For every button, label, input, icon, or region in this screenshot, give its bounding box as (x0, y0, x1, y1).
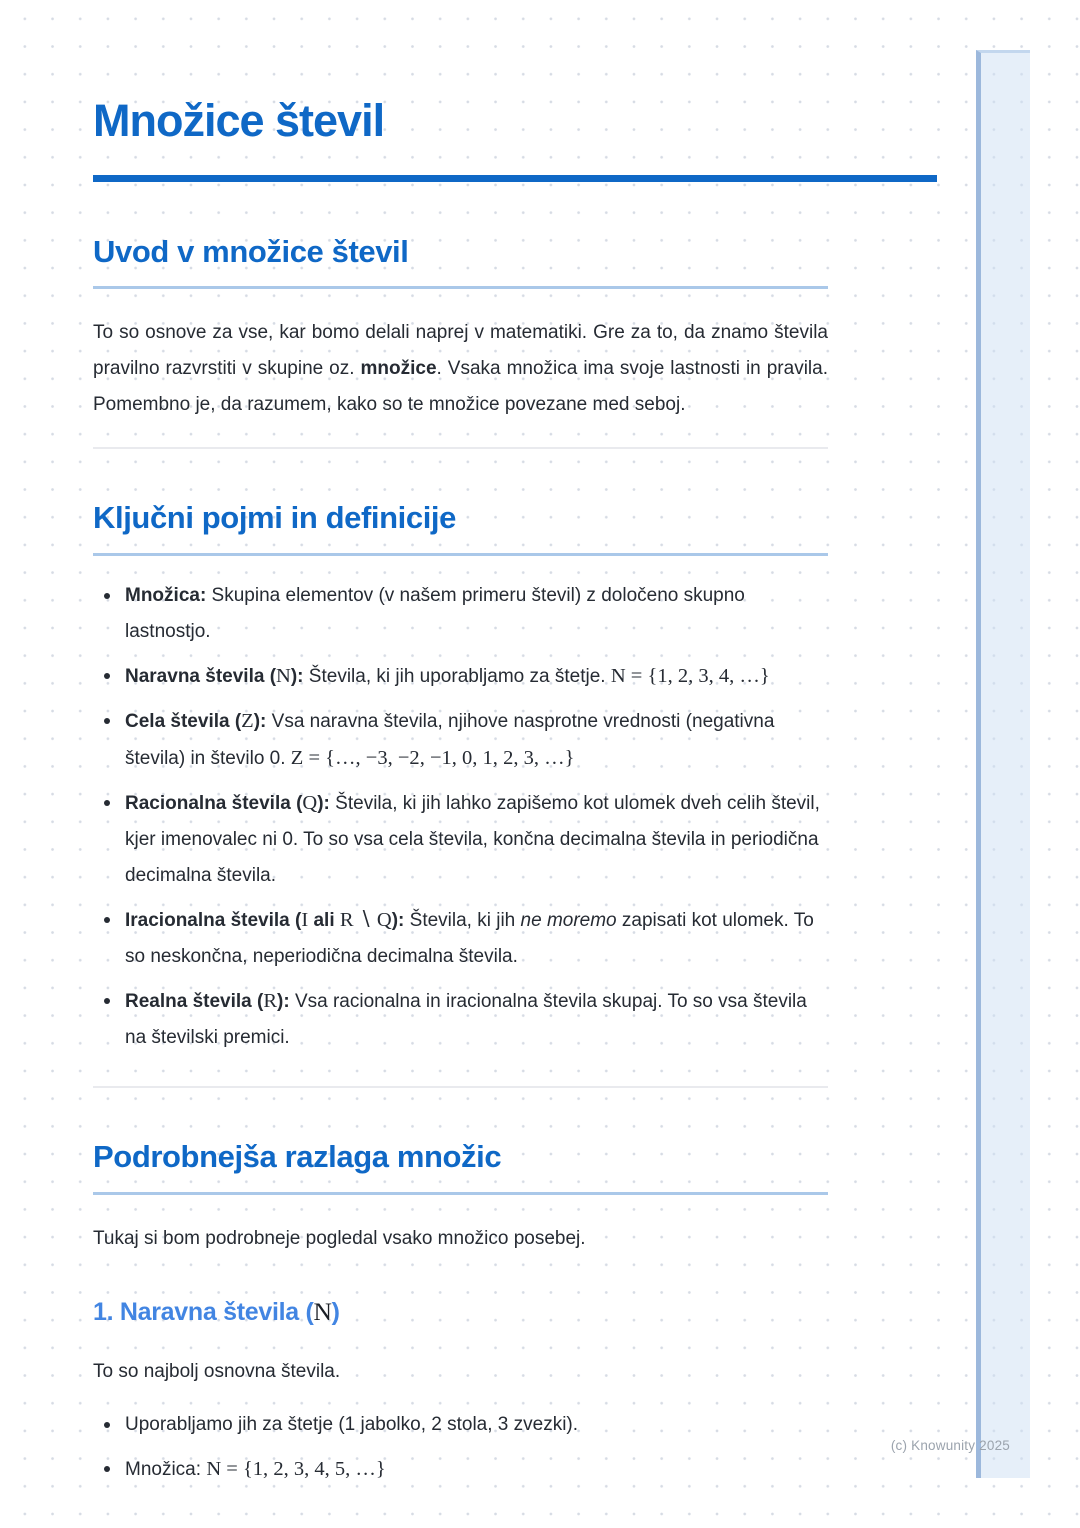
term-desc: Vsa naravna števila, njihove nasprotne vrednosti (negativna števila) in število 0. (125, 711, 775, 770)
list-item-cela (125, 703, 828, 777)
list-item-mnozica-n (125, 1451, 828, 1488)
term-label: ): (277, 991, 290, 1013)
term-label: Cela števila ( (125, 711, 242, 733)
page-margin-accent-bar (976, 50, 1030, 1478)
term-label: ): (253, 711, 267, 733)
section-divider (93, 1086, 828, 1088)
term-label: Naravna števila ( (125, 666, 277, 688)
math-symbol-r-setminus-q: R ∖ Q (339, 909, 392, 932)
math-symbol-z: Z (241, 710, 254, 733)
intro-text-1: To so osnove za vse, kar bomo delali naprej v matematiki. Gre za to, da znamo števila pravilno razvrstiti v skupine oz. (93, 322, 828, 380)
math-formula-n: N = {1, 2, 3, 4, …} (610, 665, 770, 688)
math-symbol-i: I (301, 909, 309, 932)
math-symbol-n: N (276, 665, 291, 688)
subsection-paragraph: To so najbolj osnovna števila. (93, 1361, 341, 1383)
section-podrobnejsa-razlaga (93, 1139, 828, 1488)
details-intro-paragraph: Tukaj si bom podrobneje pogledal vsako množico posebej. (93, 1227, 586, 1249)
list-item-iracionalna (125, 902, 828, 975)
subheading-text: 1. Naravna števila ( (93, 1297, 314, 1326)
term-desc: zapisati kot ulomek. To so neskončna, neperiodična decimalna števila. (125, 910, 814, 968)
term-label: ): (290, 666, 304, 688)
section-kljucni-pojmi (93, 500, 828, 1088)
intro-bold-word: množice (360, 358, 437, 380)
list-item-mnozica (125, 578, 828, 650)
naravna-list (93, 1407, 828, 1488)
section-uvod (93, 234, 828, 450)
section-heading-kljucni-pojmi: Ključni pojmi in definicije (93, 500, 456, 536)
emphasized-text: ne moremo (520, 910, 617, 932)
intro-text-2: . Vsaka množica ima svoje lastnosti in pravila. Pomembno je, da razumem, kako so te množice povezane med seboj. (93, 358, 828, 416)
term-desc: Števila, ki jih (404, 910, 521, 932)
intro-paragraph (93, 315, 828, 423)
item-desc: Množica: (125, 1459, 207, 1481)
copyright-watermark: (c) Knowunity 2025 (890, 1438, 1010, 1453)
section-heading-podrobnejsa: Podrobnejša razlaga množic (93, 1139, 502, 1175)
list-item-racionalna (125, 785, 828, 894)
heading-underline (93, 553, 828, 556)
math-symbol-n: N (313, 1296, 332, 1326)
subsection-heading-naravna (93, 1297, 828, 1328)
section-divider (93, 447, 828, 449)
term-desc: Števila, ki jih uporabljamo za štetje. (303, 666, 611, 688)
math-formula-z: Z = {…, −3, −2, −1, 0, 1, 2, 3, …} (290, 747, 575, 770)
term-label: ): (391, 910, 405, 932)
list-item-naravna (125, 658, 828, 695)
term-label: ): (317, 793, 330, 815)
page-title: Množice števil (93, 95, 385, 146)
term-label: ali (308, 910, 340, 932)
list-item-realna (125, 983, 828, 1056)
heading-underline (93, 286, 828, 289)
title-rule (93, 175, 937, 182)
math-symbol-r: R (263, 990, 278, 1013)
term-label: Iracionalna števila ( (125, 910, 302, 932)
math-formula-n: N = {1, 2, 3, 4, 5, …} (206, 1458, 386, 1481)
section-heading-uvod: Uvod v množice števil (93, 233, 409, 269)
term-label: Realna števila ( (125, 991, 264, 1013)
heading-underline (93, 1192, 828, 1195)
term-label: Množica: (125, 585, 207, 607)
math-symbol-q: Q (302, 792, 318, 815)
term-desc: Skupina elementov (v našem primeru števil) z določeno skupno lastnostjo. (125, 585, 745, 643)
definitions-list (93, 578, 828, 1056)
item-desc: Uporabljamo jih za štetje (1 jabolko, 2 stola, 3 zvezki). (125, 1414, 579, 1436)
list-item-stetje (125, 1407, 828, 1443)
subheading-text: ) (331, 1297, 340, 1326)
term-label: Racionalna števila ( (125, 793, 303, 815)
term-desc: Vsa racionalna in iracionalna števila skupaj. To so vsa števila na številski premici. (125, 991, 807, 1049)
document-content (93, 0, 828, 1496)
term-desc: Števila, ki jih lahko zapišemo kot ulomek dveh celih števil, kjer imenovalec ni 0. To so vsa cela števila, končna decimalna števila in periodična decimalna števila. (125, 793, 820, 887)
